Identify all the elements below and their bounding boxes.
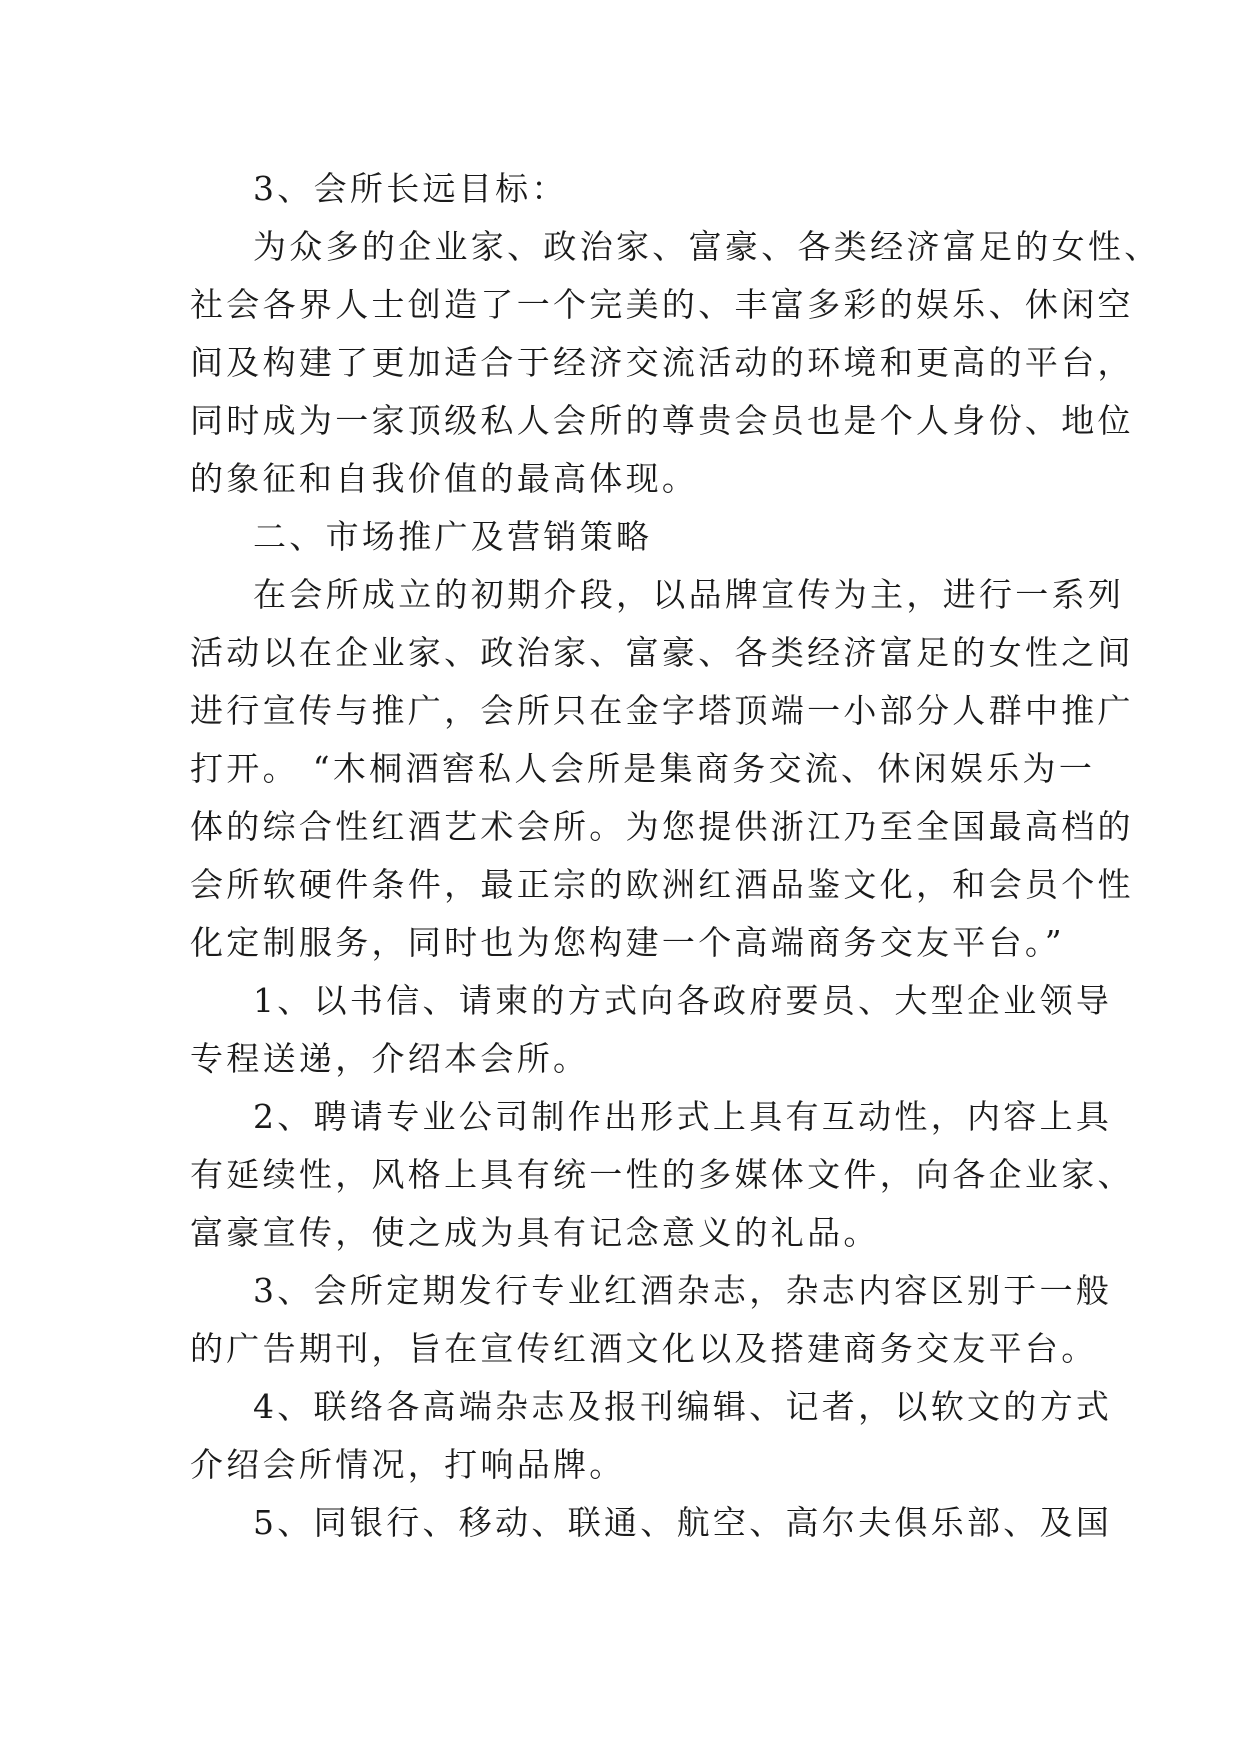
paragraph-line: 会所软硬件条件，最正宗的欧洲红酒品鉴文化，和会员个性 <box>190 865 1134 904</box>
paragraph-line: 社会各界人士创造了一个完美的、丰富多彩的娱乐、休闲空 <box>190 285 1134 324</box>
list-item-5-line: 5、同银行、移动、联通、航空、高尔夫俱乐部、及国 <box>253 1503 1113 1542</box>
list-item-3-line: 3、会所定期发行专业红酒杂志，杂志内容区别于一般 <box>253 1271 1113 1310</box>
list-item-2-line: 有延续性，风格上具有统一性的多媒体文件，向各企业家、 <box>190 1155 1134 1194</box>
paragraph-line: 间及构建了更加适合于经济交流活动的环境和更高的平台， <box>190 343 1134 382</box>
list-item-2-line: 富豪宣传，使之成为具有记念意义的礼品。 <box>190 1213 880 1252</box>
list-item-1-line: 1、以书信、请柬的方式向各政府要员、大型企业领导 <box>253 981 1113 1020</box>
section-heading-marketing: 二、市场推广及营销策略 <box>253 517 653 556</box>
paragraph-line: 体的综合性红酒艺术会所。为您提供浙江乃至全国最高档的 <box>190 807 1134 846</box>
list-item-4-line: 介绍会所情况，打响品牌。 <box>190 1445 626 1484</box>
paragraph-line: 的象征和自我价值的最高体现。 <box>190 459 699 498</box>
paragraph-line: 进行宣传与推广，会所只在金字塔顶端一小部分人群中推广 <box>190 691 1134 730</box>
paragraph-line: 同时成为一家顶级私人会所的尊贵会员也是个人身份、地位 <box>190 401 1134 440</box>
paragraph-line: 打开。 “木桐酒窖私人会所是集商务交流、休闲娱乐为一 <box>190 749 1096 788</box>
paragraph-line: 为众多的企业家、政治家、富豪、各类经济富足的女性、 <box>253 227 1161 266</box>
list-item-1-line: 专程送递，介绍本会所。 <box>190 1039 590 1078</box>
paragraph-line: 在会所成立的初期介段，以品牌宣传为主，进行一系列 <box>253 575 1125 614</box>
list-item-3-line: 的广告期刊，旨在宣传红酒文化以及搭建商务交友平台。 <box>190 1329 1098 1368</box>
paragraph-line: 化定制服务，同时也为您构建一个高端商务交友平台。” <box>190 923 1065 962</box>
list-item-2-line: 2、聘请专业公司制作出形式上具有互动性，内容上具 <box>253 1097 1113 1136</box>
paragraph-line: 活动以在企业家、政治家、富豪、各类经济富足的女性之间 <box>190 633 1134 672</box>
section-heading-long-term-goal: 3、会所长远目标： <box>253 169 568 208</box>
list-item-4-line: 4、联络各高端杂志及报刊编辑、记者，以软文的方式 <box>253 1387 1113 1426</box>
